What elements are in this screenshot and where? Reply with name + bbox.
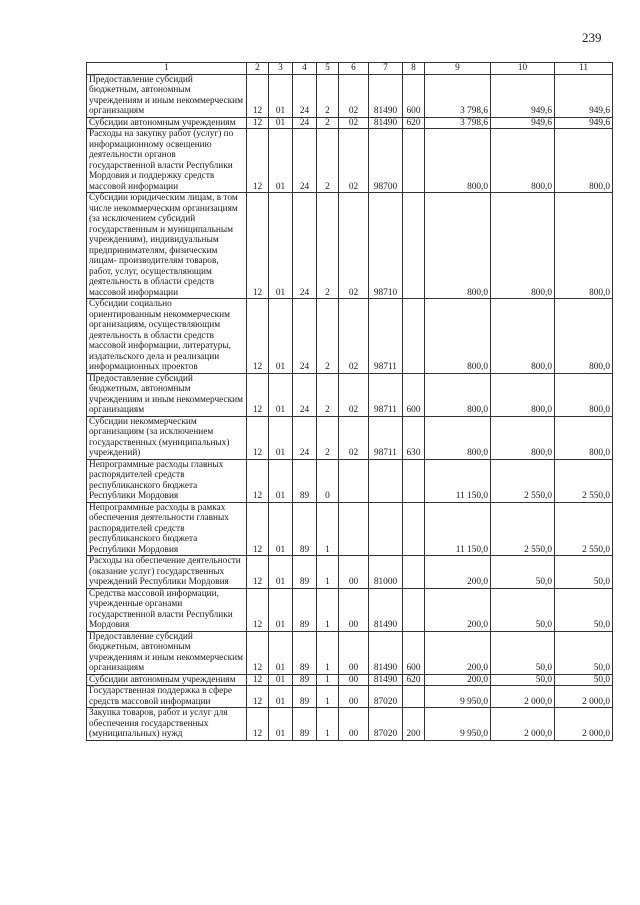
header-col-2: 2 (247, 63, 269, 75)
cell-col-4: 24 (293, 193, 317, 299)
cell-col-3: 01 (269, 416, 293, 459)
row-description: Предоставление субсидий бюджетным, автономным учреждениям и иным некоммерческим организациям (87, 631, 247, 674)
table-row (87, 631, 613, 674)
cell-col-8 (403, 502, 425, 556)
cell-col-4: 89 (293, 556, 317, 589)
cell-col-5: 1 (317, 588, 339, 631)
cell-col-11: 800,0 (555, 129, 613, 193)
row-description: Государственная поддержка в сфере средств массовой информации (87, 686, 247, 708)
cell-col-9: 800,0 (425, 129, 491, 193)
cell-col-11: 50,0 (555, 588, 613, 631)
cell-col-5: 1 (317, 631, 339, 674)
header-col-3: 3 (269, 63, 293, 75)
cell-col-11: 2 000,0 (555, 708, 613, 741)
cell-col-11: 2 550,0 (555, 502, 613, 556)
cell-col-3: 01 (269, 299, 293, 374)
cell-col-5: 0 (317, 459, 339, 502)
cell-col-4: 24 (293, 373, 317, 416)
cell-col-11: 50,0 (555, 556, 613, 589)
cell-col-9: 800,0 (425, 373, 491, 416)
cell-col-8 (403, 299, 425, 374)
cell-col-5: 1 (317, 502, 339, 556)
cell-col-5: 1 (317, 556, 339, 589)
cell-col-3: 01 (269, 674, 293, 686)
cell-col-11: 50,0 (555, 674, 613, 686)
cell-col-4: 24 (293, 129, 317, 193)
cell-col-8: 200 (403, 708, 425, 741)
cell-col-2: 12 (247, 502, 269, 556)
cell-col-10: 949,6 (491, 117, 555, 129)
row-description: Субсидии автономным учреждениям (87, 117, 247, 129)
header-col-9: 9 (425, 63, 491, 75)
cell-col-11: 800,0 (555, 299, 613, 374)
cell-col-8: 620 (403, 117, 425, 129)
cell-col-4: 89 (293, 686, 317, 708)
cell-col-6: 02 (339, 74, 369, 117)
cell-col-7: 98711 (369, 299, 403, 374)
cell-col-10: 800,0 (491, 193, 555, 299)
cell-col-10: 800,0 (491, 299, 555, 374)
cell-col-9: 11 150,0 (425, 502, 491, 556)
cell-col-6: 00 (339, 588, 369, 631)
cell-col-10: 800,0 (491, 416, 555, 459)
cell-col-11: 800,0 (555, 373, 613, 416)
cell-col-3: 01 (269, 686, 293, 708)
cell-col-9: 800,0 (425, 193, 491, 299)
cell-col-3: 01 (269, 117, 293, 129)
cell-col-2: 12 (247, 556, 269, 589)
cell-col-5: 2 (317, 299, 339, 374)
cell-col-7 (369, 459, 403, 502)
cell-col-8: 600 (403, 373, 425, 416)
row-description: Субсидии социально ориентированным некоммерческим организациям, осуществляющим деятельность в области средств массовой информации, литературы, издательского дела и реализации информационных проектов (87, 299, 247, 374)
cell-col-6 (339, 502, 369, 556)
row-description: Непрограммные расходы в рамках обеспечения деятельности главных распорядителей средств республиканского бюджета Республики Мордовия (87, 502, 247, 556)
table-row (87, 674, 613, 686)
cell-col-11: 949,6 (555, 74, 613, 117)
table-row (87, 588, 613, 631)
cell-col-6: 02 (339, 416, 369, 459)
cell-col-6: 02 (339, 117, 369, 129)
table-row (87, 416, 613, 459)
header-row (87, 63, 613, 75)
cell-col-9: 200,0 (425, 588, 491, 631)
cell-col-3: 01 (269, 373, 293, 416)
table-row (87, 556, 613, 589)
page-number: 239 (582, 30, 602, 45)
cell-col-5: 2 (317, 193, 339, 299)
cell-col-7 (369, 502, 403, 556)
cell-col-9: 9 950,0 (425, 708, 491, 741)
row-description: Расходы на закупку работ (услуг) по информационному освещению деятельности органов государственной власти Республики Мордовия и поддержку средств массовой информации (87, 129, 247, 193)
cell-col-5: 2 (317, 416, 339, 459)
cell-col-9: 800,0 (425, 416, 491, 459)
cell-col-8 (403, 459, 425, 502)
budget-table (86, 62, 613, 741)
cell-col-4: 24 (293, 74, 317, 117)
cell-col-7: 98710 (369, 193, 403, 299)
cell-col-9: 800,0 (425, 299, 491, 374)
cell-col-8 (403, 193, 425, 299)
table-row (87, 74, 613, 117)
row-description: Закупка товаров, работ и услуг для обеспечения государственных (муниципальных) нужд (87, 708, 247, 741)
cell-col-4: 89 (293, 459, 317, 502)
cell-col-2: 12 (247, 74, 269, 117)
row-description: Непрограммные расходы главных распорядителей средств республиканского бюджета Республики Мордовия (87, 459, 247, 502)
cell-col-7: 81000 (369, 556, 403, 589)
cell-col-11: 800,0 (555, 416, 613, 459)
cell-col-8 (403, 129, 425, 193)
header-col-1: 1 (87, 63, 247, 75)
header-col-7: 7 (369, 63, 403, 75)
cell-col-2: 12 (247, 373, 269, 416)
cell-col-5: 1 (317, 708, 339, 741)
cell-col-6: 00 (339, 686, 369, 708)
cell-col-8: 600 (403, 74, 425, 117)
cell-col-5: 2 (317, 373, 339, 416)
cell-col-2: 12 (247, 416, 269, 459)
cell-col-4: 89 (293, 588, 317, 631)
cell-col-2: 12 (247, 193, 269, 299)
table-body (87, 74, 613, 740)
row-description: Средства массовой информации, учрежденные органами государственной власти Республики Мордовия (87, 588, 247, 631)
cell-col-6: 00 (339, 708, 369, 741)
cell-col-10: 50,0 (491, 631, 555, 674)
header-col-4: 4 (293, 63, 317, 75)
table-row (87, 299, 613, 374)
table-row (87, 459, 613, 502)
cell-col-4: 24 (293, 416, 317, 459)
cell-col-9: 3 798,6 (425, 74, 491, 117)
cell-col-7: 81490 (369, 588, 403, 631)
cell-col-6: 02 (339, 373, 369, 416)
cell-col-2: 12 (247, 299, 269, 374)
cell-col-11: 800,0 (555, 193, 613, 299)
cell-col-6 (339, 459, 369, 502)
cell-col-2: 12 (247, 588, 269, 631)
cell-col-3: 01 (269, 588, 293, 631)
cell-col-6: 00 (339, 631, 369, 674)
cell-col-9: 200,0 (425, 631, 491, 674)
cell-col-4: 89 (293, 631, 317, 674)
cell-col-3: 01 (269, 74, 293, 117)
cell-col-8 (403, 556, 425, 589)
row-description: Субсидии юридическим лицам, в том числе некоммерческим организациям (за исключением субсидий государственным и муниципальным учреждениям), индивидуальным предпринимателям, физическим лицам- производителям товаров, работ, услуг, осуществляющим деятельность в области средств массовой информации (87, 193, 247, 299)
cell-col-8 (403, 588, 425, 631)
cell-col-6: 02 (339, 193, 369, 299)
cell-col-4: 24 (293, 299, 317, 374)
cell-col-6: 00 (339, 674, 369, 686)
header-col-5: 5 (317, 63, 339, 75)
cell-col-2: 12 (247, 117, 269, 129)
row-description: Предоставление субсидий бюджетным, автономным учреждениям и иным некоммерческим организациям (87, 74, 247, 117)
cell-col-7: 98700 (369, 129, 403, 193)
cell-col-8: 620 (403, 674, 425, 686)
cell-col-11: 50,0 (555, 631, 613, 674)
cell-col-8: 630 (403, 416, 425, 459)
cell-col-7: 87020 (369, 686, 403, 708)
cell-col-8: 600 (403, 631, 425, 674)
cell-col-6: 02 (339, 299, 369, 374)
cell-col-2: 12 (247, 631, 269, 674)
cell-col-10: 949,6 (491, 74, 555, 117)
header-col-11: 11 (555, 63, 613, 75)
cell-col-2: 12 (247, 674, 269, 686)
cell-col-2: 12 (247, 708, 269, 741)
cell-col-10: 800,0 (491, 129, 555, 193)
cell-col-2: 12 (247, 459, 269, 502)
row-description: Расходы на обеспечение деятельности (оказание услуг) государственных учреждений Республики Мордовия (87, 556, 247, 589)
cell-col-3: 01 (269, 129, 293, 193)
cell-col-11: 2 550,0 (555, 459, 613, 502)
cell-col-10: 2 000,0 (491, 686, 555, 708)
header-col-10: 10 (491, 63, 555, 75)
cell-col-7: 98711 (369, 373, 403, 416)
cell-col-7: 81490 (369, 74, 403, 117)
table-row (87, 708, 613, 741)
cell-col-7: 87020 (369, 708, 403, 741)
table-row (87, 117, 613, 129)
cell-col-7: 81490 (369, 674, 403, 686)
table-row (87, 373, 613, 416)
cell-col-6: 00 (339, 556, 369, 589)
cell-col-11: 949,6 (555, 117, 613, 129)
table-header (87, 63, 613, 75)
cell-col-4: 89 (293, 708, 317, 741)
cell-col-3: 01 (269, 502, 293, 556)
table-row (87, 129, 613, 193)
cell-col-9: 3 798,6 (425, 117, 491, 129)
cell-col-7: 81490 (369, 631, 403, 674)
cell-col-10: 50,0 (491, 588, 555, 631)
cell-col-5: 2 (317, 129, 339, 193)
cell-col-10: 50,0 (491, 674, 555, 686)
cell-col-10: 50,0 (491, 556, 555, 589)
cell-col-7: 98711 (369, 416, 403, 459)
cell-col-9: 9 950,0 (425, 686, 491, 708)
cell-col-10: 2 550,0 (491, 459, 555, 502)
cell-col-9: 11 150,0 (425, 459, 491, 502)
cell-col-3: 01 (269, 459, 293, 502)
cell-col-10: 2 550,0 (491, 502, 555, 556)
cell-col-9: 200,0 (425, 674, 491, 686)
header-col-8: 8 (403, 63, 425, 75)
row-description: Субсидии автономным учреждениям (87, 674, 247, 686)
cell-col-5: 1 (317, 674, 339, 686)
cell-col-8 (403, 686, 425, 708)
header-col-6: 6 (339, 63, 369, 75)
cell-col-3: 01 (269, 631, 293, 674)
cell-col-5: 1 (317, 686, 339, 708)
cell-col-3: 01 (269, 193, 293, 299)
cell-col-10: 2 000,0 (491, 708, 555, 741)
cell-col-4: 24 (293, 117, 317, 129)
table-row (87, 193, 613, 299)
cell-col-3: 01 (269, 708, 293, 741)
cell-col-6: 02 (339, 129, 369, 193)
table-row (87, 502, 613, 556)
cell-col-11: 2 000,0 (555, 686, 613, 708)
row-description: Предоставление субсидий бюджетным, автономным учреждениям и иным некоммерческим организациям (87, 373, 247, 416)
cell-col-5: 2 (317, 117, 339, 129)
cell-col-7: 81490 (369, 117, 403, 129)
cell-col-2: 12 (247, 129, 269, 193)
cell-col-4: 89 (293, 674, 317, 686)
cell-col-2: 12 (247, 686, 269, 708)
cell-col-10: 800,0 (491, 373, 555, 416)
cell-col-4: 89 (293, 502, 317, 556)
cell-col-5: 2 (317, 74, 339, 117)
cell-col-9: 200,0 (425, 556, 491, 589)
row-description: Субсидии некоммерческим организациям (за исключением государственных (муниципальных) учреждений) (87, 416, 247, 459)
table-row (87, 686, 613, 708)
cell-col-3: 01 (269, 556, 293, 589)
